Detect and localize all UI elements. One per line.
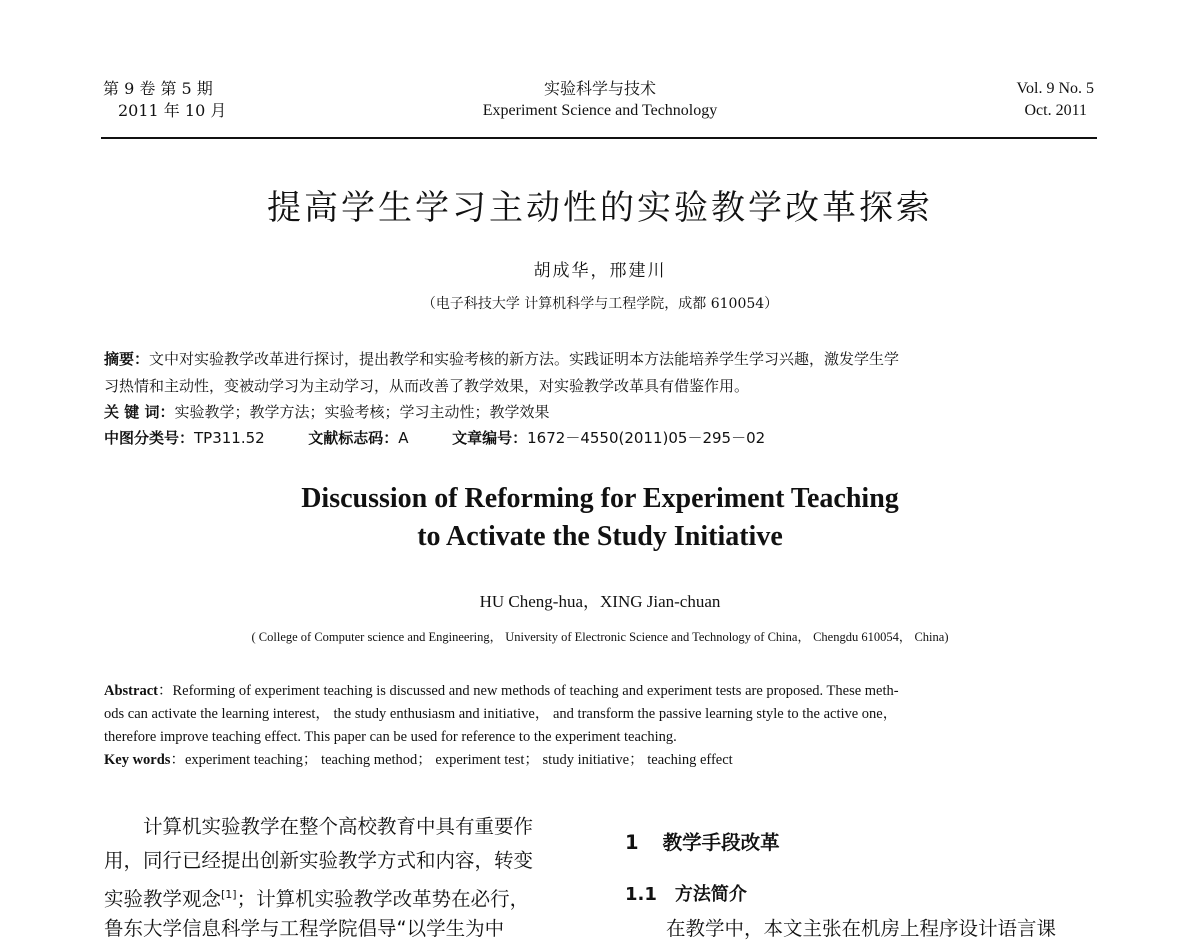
subsection-heading [625, 878, 747, 912]
abstract-cn-text1: 文中对实验教学改革进行探讨，提出教学和实验考核的新方法。实践证明本方法能培养学生学习兴趣，激发学生学 [149, 350, 900, 368]
keywords-en-text: ：experiment teaching； teaching method； experiment test； study initiative； teaching effect [170, 752, 733, 768]
authors-en: HU Cheng-hua，XING Jian-chuan [479, 592, 721, 611]
keywords-en-label: Key words [104, 752, 171, 768]
paper-title-en-line2: to Activate the Study Initiative [417, 521, 783, 552]
abstract-cn-line2: 习热情和主动性，变被动学习为主动学习，从而改善了教学效果，对实验教学改革具有借鉴作用。 [104, 377, 750, 395]
doc-code-label: 文献标志码： [308, 429, 399, 447]
body-left-line2: 用，同行已经提出创新实验教学方式和内容，转变 [104, 849, 534, 872]
body-left-line3-end: ；计算机实验教学改革势在必行， [236, 887, 530, 911]
keywords-en [104, 749, 733, 772]
body-left-line3-start: 实验教学观念 [104, 887, 222, 911]
abstract-cn-label: 摘要： [104, 350, 150, 368]
affiliation-cn: （电子科技大学 计算机科学与工程学院，成都 610054） [421, 296, 779, 312]
paper-title-en-line1: Discussion of Reforming for Experiment Teaching [301, 483, 899, 514]
doc-code-value: A [398, 429, 409, 447]
abstract-en-text1: ：Reforming of experiment teaching is discussed and new methods of teaching and experiment tests are proposed. These meth- [157, 683, 899, 699]
journal-name-en: Experiment Science and Technology [482, 102, 718, 119]
header-rule [101, 137, 1097, 139]
body-right-line1: 在教学中，本文主张在机房上程序设计语言课 [666, 917, 1057, 940]
body-left-line4: 鲁东大学信息科学与工程学院倡导“以学生为中 [104, 917, 505, 940]
citation-ref: [1] [221, 888, 237, 901]
clc-value: TP311.52 [194, 429, 265, 447]
abstract-cn-line1 [104, 346, 899, 373]
clc-label: 中图分类号： [104, 429, 195, 447]
article-no-value: 1672－4550(2011)05－295－02 [527, 429, 766, 447]
subsection-number: 1.1 [625, 884, 657, 905]
body-left-line3 [104, 878, 529, 917]
journal-volume-en: Vol. 9 No. 5 [1016, 80, 1094, 97]
classification-line [104, 425, 765, 452]
keywords-cn-text: 实验教学；教学方法；实验考核；学习主动性；教学效果 [174, 403, 550, 421]
paper-title-cn: 提高学生学习主动性的实验教学改革探索 [267, 188, 933, 228]
journal-name-cn: 实验科学与技术 [543, 79, 656, 98]
section-heading [625, 826, 780, 860]
subsection-title: 方法简介 [674, 884, 747, 905]
body-left-line1: 计算机实验教学在整个高校教育中具有重要作 [143, 815, 534, 838]
journal-volume-issue: 第 9 卷 第 5 期 [103, 79, 213, 98]
abstract-en-line1 [104, 680, 899, 703]
article-no-label: 文章编号： [452, 429, 528, 447]
section-title: 教学手段改革 [662, 831, 780, 854]
affiliation-en: ( College of Computer science and Engineering， University of Electronic Science and Technology of China， Chengdu 610054， China) [251, 630, 949, 644]
keywords-cn [104, 399, 549, 426]
abstract-en-label: Abstract [104, 683, 158, 699]
abstract-en-line2: ods can activate the learning interest， the study enthusiasm and initiative， and transform the passive learning style to the active one， [104, 706, 898, 722]
abstract-en-line3: therefore improve teaching effect. This paper can be used for reference to the experiment teaching. [104, 729, 677, 745]
journal-date-en: Oct. 2011 [1024, 102, 1087, 119]
journal-date-cn: 2011 年 10 月 [118, 101, 227, 120]
keywords-cn-label: 关 键 词： [104, 403, 175, 421]
section-number: 1 [625, 831, 639, 854]
authors-cn: 胡成华，邢建川 [533, 261, 667, 281]
